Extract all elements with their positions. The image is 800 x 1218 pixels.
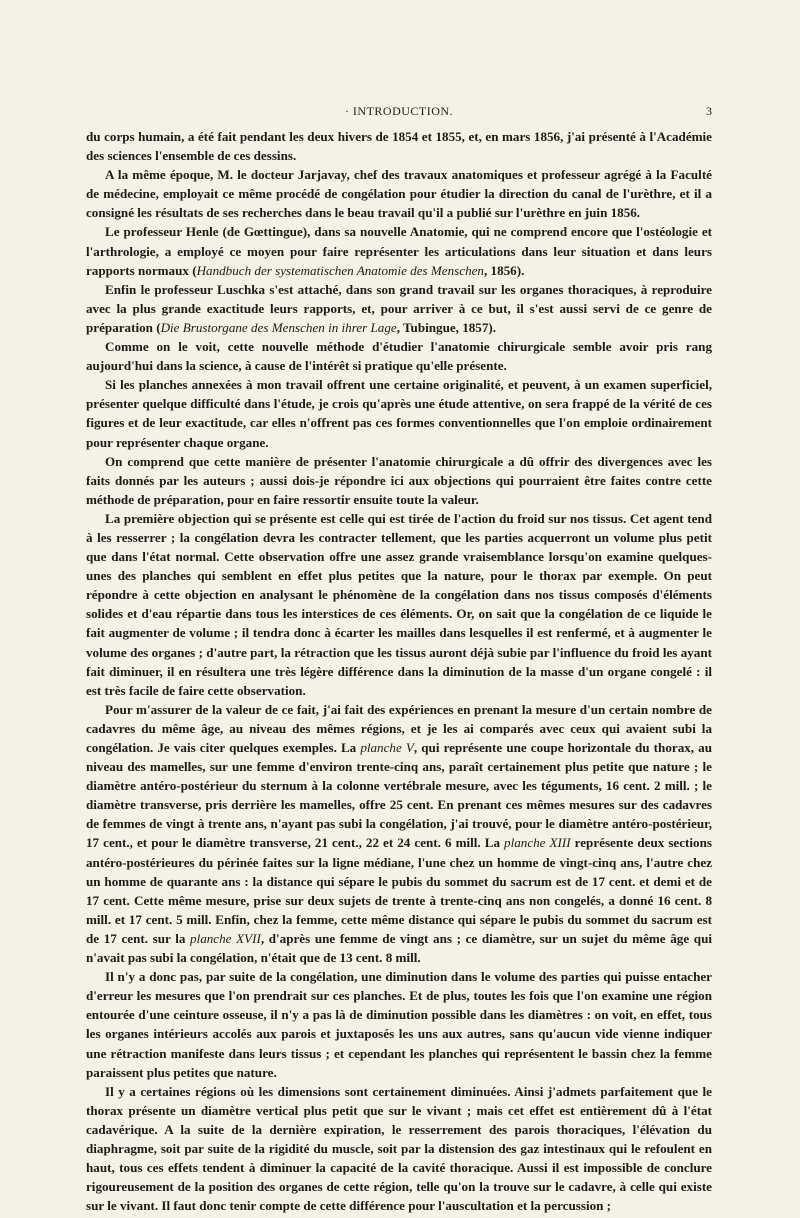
- paragraph-3: [86, 222, 712, 279]
- paragraph-2: A la même époque, M. le docteur Jarjavay, chef des travaux anatomiques et professeur agrégé à la Faculté de médecine, employait ce même procédé de congélation pour étudier la direction du canal de l'urèthre, et il a consigné les résultats de ses recherches dans le beau travail qu'il a publié sur l'urèthre en juin 1856.: [86, 167, 712, 221]
- running-title: · INTRODUCTION.: [344, 104, 454, 118]
- paragraph-9-text-2: , qui représente une coupe horizontale du thorax, au niveau des mamelles, sur une femme d'environ trente-cinq ans, paraît certainement plus petite que nature ; le diamètre antéro-postérieur du sternum à la colonne vertébrale mesure, avec les téguments, 16 cent. 2 mill. ; le diamètre transverse, pris derrière les mamelles, offre 25 cent. En prenant ces mêmes mesures sur des cadavres de femmes de vingt à trente ans, n'ayant pas subi la congélation, j'ai trouvé, pour le diamètre antéro-postérieur, 17 cent., et pour le diamètre transverse, 21 cent., 22 et 24 cent. 6 mill. La: [86, 740, 712, 851]
- paragraph-3-text: Le professeur Henle (de Gœttingue), dans sa nouvelle Anatomie, qui ne comprend encore que l'ostéologie et l'arthrologie, a employé ce moyen pour faire représenter les articulations dans leur situation et dans leurs rapports normaux (: [86, 224, 712, 278]
- running-header: [86, 104, 712, 124]
- paragraph-4: [86, 280, 712, 337]
- citation-luschka: Die Brustorgane des Menschen in ihrer Lage: [160, 319, 397, 335]
- paragraph-6: Si les planches annexées à mon travail offrent une certaine originalité, et peuvent, à un examen superficiel, présenter quelque difficulté dans l'étude, je crois qu'après une étude attentive, on sera frappé de la vérité de ces figures et de leur exactitude, car elles n'offrent pas ces formes conventionnelles que l'on emploie ordinairement pour représenter chaque organe.: [86, 377, 712, 450]
- paragraph-9-text-end: , d'après une femme de vingt ans ; ce diamètre, sur un sujet du même âge qui n'avait pas subi la congélation, n'était que de 13 cent. 8 mill.: [86, 930, 712, 966]
- citation-henle: Handbuch der systematischen Anatomie des Menschen: [196, 262, 484, 278]
- ref-planche-xiii: planche XIII: [504, 835, 571, 851]
- paragraph-4-text-end: , Tubingue, 1857).: [396, 319, 497, 335]
- paragraph-10: Il n'y a donc pas, par suite de la congélation, une diminution dans le volume des parties qui puisse entacher d'erreur les mesures que l'on prendrait sur ces planches. Et de plus, toutes les fois que l'on examine une région entourée d'une ceinture osseuse, il n'y a pas là de diminution possible dans les diamètres : on voit, en effet, tous les organes intérieurs accolés aux parois et juxtaposés les uns aux autres, sans qu'aucun vide vienne indiquer une rétraction manifeste dans leurs tissus ; et cependant les planches qui représentent le bassin chez la femme paraissent plus petites que nature.: [86, 969, 712, 1080]
- paragraph-1: du corps humain, a été fait pendant les deux hivers de 1854 et 1855, et, en mars 1856, j'ai présenté à l'Académie des sciences l'ensemble de ces dessins.: [86, 129, 712, 164]
- paragraph-9-text-3: représente deux sections antéro-postérieures du périnée faites sur la ligne médiane, l'une chez un homme de vingt-cinq ans, l'autre chez un homme de quarante ans : la distance qui sépare le pubis du sommet du sacrum est de 17 cent. et demi et de 17 cent. Cette même mesure, prise sur deux sujets de trente à trente-cinq ans non congelés, a donné 16 cent. 8 mill. et 17 cent. 5 mill. Enfin, chez la femme, cette même distance qui sépare le pubis du sommet du sacrum est de 17 cent. sur la: [86, 835, 712, 946]
- ref-planche-xvii: planche XVII: [190, 930, 261, 946]
- paragraph-8: La première objection qui se présente est celle qui est tirée de l'action du froid sur nos tissus. Cet agent tend à les resserrer ; la congélation devra les contracter tellement, que les parties acquerront un volume plus petit que dans l'état normal. Cette observation offre une assez grande vraisemblance lorsqu'on examine quelques-unes des planches qui semblent en effet plus petites que la nature, pour le thorax par exemple. On peut répondre à cette objection en analysant le phénomène de la congélation dans nos tissus composés d'éléments solides et d'eau répartie dans tous les interstices de ces éléments. Or, on sait que la congélation de ce liquide le fait augmenter de volume ; il tendra donc à écarter les mailles dans lesquelles il est renfermé, et à augmenter le volume des organes ; d'autre part, la rétraction que les tissus auront déjà subie par l'influence du froid les ayant fait diminuer, il en résultera une très légère différence dans la diminution de la masse d'un organe congelé : il est très facile de faire cette observation.: [86, 510, 712, 698]
- paragraph-3-text-end: , 1856).: [483, 262, 525, 278]
- paragraph-7: On comprend que cette manière de présenter l'anatomie chirurgicale a dû offrir des divergences avec les faits donnés par les auteurs ; aussi dois-je répondre ici aux objections qui pourraient être faites contre cette méthode de préparation, pour en faire ressortir ensuite toute la valeur.: [86, 453, 712, 507]
- ref-planche-v: planche V: [360, 740, 414, 755]
- paragraph-11: Il y a certaines régions où les dimensions sont certainement diminuées. Ainsi j'admets parfaitement que le thorax présente un diamètre vertical plus petit que sur le vivant ; mais cet effet est entièrement dû à l'état cadavérique. A la suite de la dernière expiration, le resserrement des parois thoraciques, l'élévation du diaphragme, soit par suite de la rigidité du muscle, soit par la distension des gaz intestinaux qui le refoulent en haut, tous ces effets tendent à diminuer la capacité de la cavité thoracique. Aussi il est impossible de conclure rigoureusement de la position des organes de cette région, telle qu'on la trouve sur le cadavre, à celle qui existe sur le vivant. Il faut donc tenir compte de cette différence pour l'auscultation et la percussion ;: [86, 1083, 712, 1214]
- paragraph-9-text: Pour m'assurer de la valeur de ce fait, j'ai fait des expériences en prenant la mesure d'un certain nombre de cadavres du même âge, au niveau des mêmes régions, et je les ai comparés avec ceux qui avaient subi la congélation. Je vais citer quelques exemples. La: [86, 701, 712, 755]
- paragraph-5: Comme on le voit, cette nouvelle méthode d'étudier l'anatomie chirurgicale semble avoir pris rang aujourd'hui dans la science, à cause de l'intérêt si pratique qu'elle présente.: [86, 339, 712, 374]
- paragraph-9: [86, 700, 712, 967]
- body-text: [86, 127, 712, 1215]
- paragraph-4-text: Enfin le professeur Luschka s'est attaché, dans son grand travail sur les organes thoraciques, à reproduire avec la plus grande exactitude leurs rapports, et, pour arriver à ce but, il s'est aussi servi de ce genre de préparation (: [86, 281, 712, 335]
- page-number: 3: [706, 104, 712, 118]
